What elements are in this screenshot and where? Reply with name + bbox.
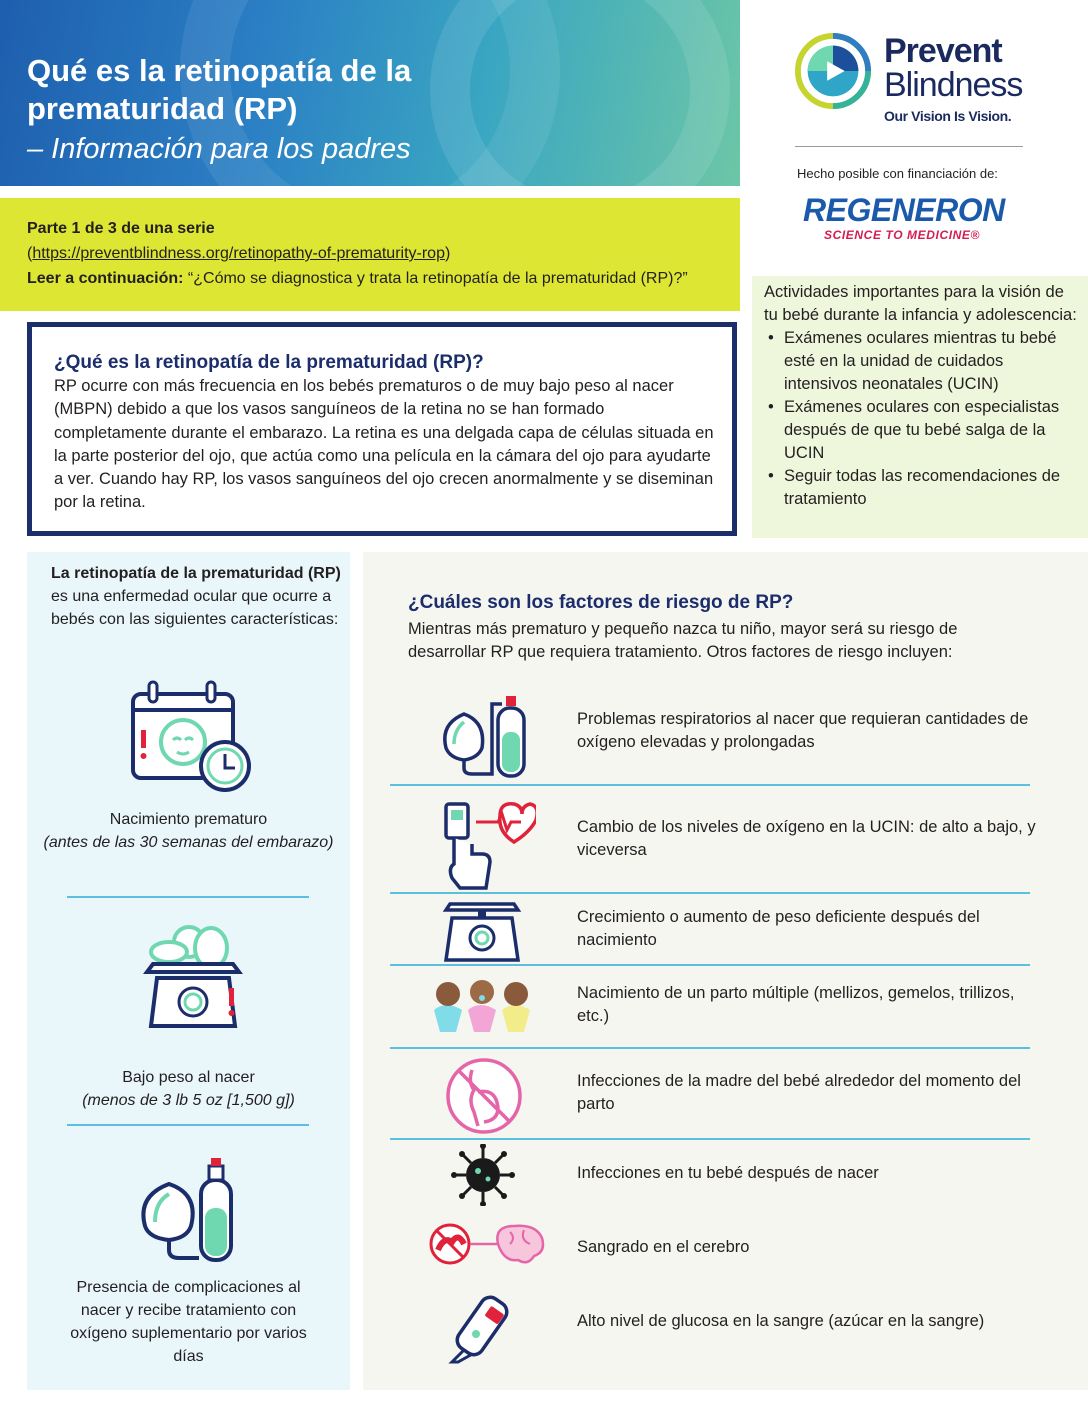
risk-factors-panel: [363, 552, 1088, 1390]
baby-scale-icon: [139, 922, 249, 1034]
brain-bleed-icon: [428, 1222, 548, 1270]
pregnant-mother-icon: [444, 1056, 524, 1136]
pulse-oximeter-icon: [440, 798, 536, 890]
logo-divider: [795, 146, 1023, 147]
risk-item: [390, 690, 1030, 786]
characteristics-intro: [51, 562, 341, 631]
risk-text: Problemas respiratorios al nacer que requieran cantidades de oxígeno elevadas y prolongadas: [577, 710, 1029, 752]
url-paren-close: ): [444, 245, 451, 262]
risk-item: [390, 970, 1030, 1050]
oxygen-mask-icon: [440, 692, 530, 782]
characteristic-caption: [27, 1066, 350, 1112]
risk-text: Alto nivel de glucosa en la sangre (azúcar en la sangre): [577, 1312, 985, 1330]
glucose-meter-icon: [446, 1290, 516, 1366]
list-item: [764, 327, 1078, 396]
three-babies-icon: [430, 974, 534, 1034]
series-box: [0, 198, 740, 311]
risk-text: Cambio de los niveles de oxígeno en la UCIN: de alto a bajo, y viceversa: [577, 818, 1036, 860]
logo-name-line2: Blindness: [884, 66, 1023, 104]
list-item: [764, 396, 1078, 465]
risk-item: [390, 898, 1030, 968]
risk-item: [390, 1218, 1030, 1278]
divider: [390, 784, 1030, 786]
logo-name-line1: Prevent: [884, 32, 1002, 70]
intro-rest: es una enfermedad ocular que ocurre a bebés con las siguientes características:: [51, 588, 339, 628]
activity-text: Seguir todas las recomendaciones de tratamiento: [784, 467, 1061, 508]
eye-logo-icon: [794, 32, 872, 110]
characteristic-detail: (menos de 3 lb 5 oz [1,500 g]): [82, 1092, 295, 1109]
funded-by-label: Hecho posible con financiación de:: [797, 166, 998, 181]
what-is-rop-box: [27, 322, 737, 536]
characteristic-caption: [27, 808, 350, 854]
divider: [67, 1124, 309, 1126]
bullet: •: [768, 329, 774, 347]
series-url-link[interactable]: https://preventblindness.org/retinopathy-of-prematurity-rop: [32, 245, 445, 262]
risk-text: Sangrado en el cerebro: [577, 1238, 750, 1256]
what-is-heading: ¿Qué es la retinopatía de la prematuridad (RP)?: [54, 352, 484, 373]
activities-intro: Actividades importantes para la visión de tu bebé durante la infancia y adolescencia:: [764, 283, 1077, 324]
risk-heading: ¿Cuáles son los factores de riesgo de RP?: [408, 592, 794, 613]
risk-text: Crecimiento o aumento de peso deficiente después del nacimiento: [577, 908, 980, 950]
risk-text: Infecciones en tu bebé después de nacer: [577, 1164, 879, 1182]
characteristic-caption: [27, 1276, 350, 1368]
risk-item: [390, 1290, 1030, 1366]
what-is-body: RP ocurre con más frecuencia en los bebés prematuros o de muy bajo peso al nacer (MBPN) debido a que los vasos sanguíneos de la retina no se han formado completamente durante el embarazo. La retina es una delgada capa de células situada en la parte posterior del ojo, que actúa como una película en la cámara del ojo para ayudarte a ver. Cuando hay RP, los vasos sanguíneos del ojo crecen anormalmente y se diseminan por la retina.: [54, 377, 714, 512]
characteristic-label: Nacimiento prematuro: [109, 811, 268, 828]
risk-text: Infecciones de la madre del bebé alrededor del momento del parto: [577, 1072, 1021, 1114]
series-part: Parte 1 de 3 de una serie: [27, 220, 215, 237]
divider: [390, 1138, 1030, 1140]
activities-list: [764, 327, 1078, 511]
risk-text: Nacimiento de un parto múltiple (mellizos, gemelos, trillizos, etc.): [577, 984, 1015, 1026]
risk-lead: Mientras más prematuro y pequeño nazca tu niño, mayor será su riesgo de desarrollar RP que requiera tratamiento. Otros factores de riesgo incluyen:: [408, 620, 958, 661]
next-read-title: “¿Cómo se diagnostica y trata la retinopatía de la prematuridad (RP)?”: [183, 270, 688, 287]
calendar-clock-icon: [127, 680, 255, 794]
virus-icon: [450, 1144, 516, 1206]
sponsor-logo: REGENERON: [803, 192, 1005, 228]
risk-item: [390, 790, 1036, 896]
logo-tagline: Our Vision Is Vision.: [884, 108, 1012, 124]
characteristic-label: Bajo peso al nacer: [122, 1069, 255, 1086]
page-subtitle: – Información para los padres: [27, 133, 411, 165]
prevent-blindness-logo: [790, 28, 1050, 138]
oxygen-tank-icon: [135, 1156, 239, 1268]
sponsor-tagline: SCIENCE TO MEDICINE®: [824, 228, 980, 242]
intro-bold: La retinopatía de la prematuridad (RP): [51, 565, 341, 582]
page-title: Qué es la retinopatía de la prematuridad (RP): [27, 53, 412, 126]
divider: [390, 892, 1030, 894]
header-banner: [0, 0, 740, 186]
risk-item: [390, 1052, 1030, 1142]
bullet: •: [768, 398, 774, 416]
risk-item: [390, 1144, 1030, 1206]
activities-box: [752, 276, 1088, 538]
divider: [390, 964, 1030, 966]
bullet: •: [768, 467, 774, 485]
list-item: [764, 465, 1078, 511]
scale-icon: [440, 900, 524, 964]
activity-text: Exámenes oculares mientras tu bebé esté en la unidad de cuidados intensivos neonatales (UCIN): [784, 329, 1057, 393]
divider: [390, 1047, 1030, 1049]
divider: [67, 896, 309, 898]
url-paren-open: (: [27, 245, 33, 262]
characteristic-label: Presencia de complicaciones al nacer y recibe tratamiento con oxígeno suplementario por varios días: [70, 1279, 307, 1365]
characteristic-detail: (antes de las 30 semanas del embarazo): [43, 834, 334, 851]
characteristics-panel: [27, 552, 350, 1390]
activity-text: Exámenes oculares con especialistas después de que tu bebé salga de la UCIN: [784, 398, 1060, 462]
next-read-label: Leer a continuación:: [27, 270, 184, 287]
